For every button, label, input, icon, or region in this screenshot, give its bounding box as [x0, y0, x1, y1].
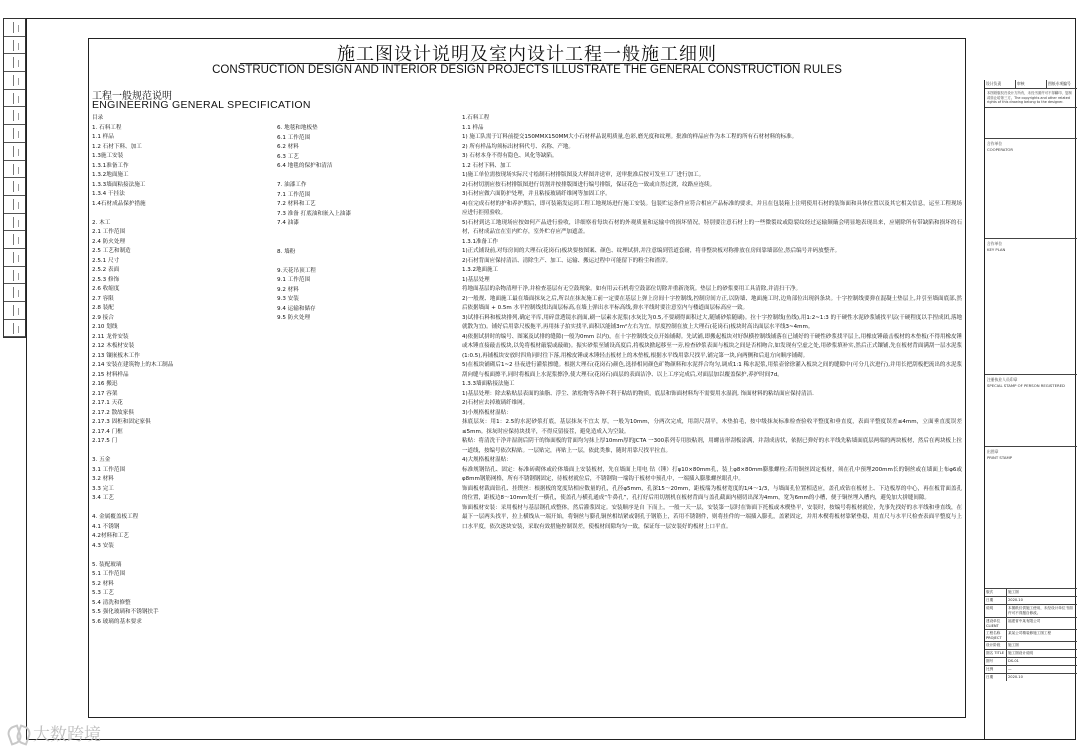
print-stamp-label-en: PRINT STAMP: [987, 455, 1013, 460]
toc-item: 2.9 接合: [92, 314, 114, 321]
toc-item: 3.1 工作范围: [92, 466, 126, 473]
toc-item: 2.5.3 修饰: [92, 276, 120, 283]
spec-paragraph: 2)石材背面应保持清洁、清除生产、加工、运输、搬运过程中可能留下的粉尘和渣滓。: [462, 257, 672, 264]
toc-item: 9.4 运输和储存: [277, 305, 316, 312]
title-block-row-key: 设计阶段: [985, 642, 1007, 649]
toc-item: [277, 172, 351, 182]
toc-item: 2.17.1 天花: [92, 400, 123, 406]
print-stamp-label: 出图章: [987, 449, 999, 454]
spec-paragraph: 2) 所有样品均须标出材料代号、名称、产地。: [462, 143, 574, 150]
toc-item: 6.3 工艺: [277, 153, 299, 160]
title-block-row-key: 比例: [985, 666, 1007, 673]
toc-item: 3.3 完工: [92, 485, 114, 492]
cooperator-box: [985, 138, 1077, 238]
registered-stamp-label-en: SPECIAL STAMP OF PERSON REGISTERED: [987, 383, 1065, 388]
toc-item: 6.4 地毯的保护和清洁: [277, 163, 333, 169]
toc-item: 1.3.1准备工作: [92, 162, 129, 169]
toc-item: 2.17.4 门框: [92, 428, 123, 435]
title-block-row-value: 施工图设计说明: [1008, 651, 1034, 655]
toc-item: 1. 石料工程: [92, 124, 122, 131]
toc-item: [92, 447, 173, 457]
spec-paragraph: 1.2 石材下料、加工: [462, 162, 511, 169]
toc-item: 7.3 准备 打底油和嵌入上油漆: [277, 210, 351, 217]
cooperator-label: 合作单位: [987, 141, 1003, 146]
title-block-row-value: 施工图: [1008, 590, 1019, 594]
print-stamp-box: [985, 446, 1077, 588]
spec-paragraph: 4)大规格板材湿贴：: [462, 457, 512, 463]
toc-item: 1.1 样品: [92, 134, 114, 140]
toc-item: [92, 209, 173, 219]
toc-right-column: [277, 124, 351, 324]
toc-item: 3.4 工艺: [92, 495, 114, 501]
toc-item: [92, 504, 173, 514]
title-block-row-value: 福建省中某有限公司: [1008, 619, 1041, 623]
spec-paragraph: 1)基层处理：除去粘贴层表面的油脂、浮尘、浓松物等各种不利于粘结的物质，底层和饰面材料均不需要用水湿润, 饰面材料的粘结面应保持清洁.: [462, 390, 814, 397]
spec-paragraph: 1.3.2地面施工: [462, 267, 498, 273]
title-block-row: [985, 604, 1077, 617]
title-block-row: [985, 673, 1077, 681]
toc-item: 5.1 工作范围: [92, 571, 126, 577]
spec-paragraph: 1)基层处理: [462, 276, 490, 283]
spec-paragraph: 1.3.3墙面粘接法施工: [462, 381, 515, 387]
spec-paragraph: 饰面板材裁面钻孔、挂锲丝：根据板的宽度钻相应数量的孔，孔径φ5mm，孔深15～20mm，距板端为板材宽度的1/4～1/3，与墙面孔位置相适应，盖孔成钻在板材上、下边板厚的中心，再在板背面盖孔的位置，距板边8～10mm处打一横孔，使盖孔与横孔通成“牛鼻孔”，孔打好后用切割机在板材背面与盖孔截面内剔切出深为4mm，宽为6mm的小槽，便于铜丝埋入槽内，避免加大拼缝间隙。: [462, 485, 962, 501]
toc-item: 5. 装配玻璃: [92, 561, 122, 568]
toc-item: 3.2 材料: [92, 476, 114, 482]
toc-item: 8. 墙粉: [277, 248, 296, 255]
toc-item: 1.2 石材下料、加工: [92, 143, 142, 150]
spec-paragraph: 5)在板块铺砌后1~2 昼夜进行灌浆擦缝。根据大理石(花岗石)颜色,选择相同颜色矿物颜料和水泥拌合均匀,调成1:1 稀水泥浆,用浆壶徐徐灌入板块之间的缝隙中(可分几次进行),并用长把刮板把流出的水泥浆刮向缝与板面擦平,同时将板面上水泥浆擦净,使大理石(花岗石)面层的表面洁净、以上工序完成后,对面层加以覆盖保护,养护时间7d。: [462, 362, 962, 378]
toc-item: 6.2 材料: [277, 144, 299, 150]
toc-item: [277, 238, 351, 248]
toc-item: 2.17.5 门: [92, 438, 118, 444]
watermark-logo-icon: [6, 723, 30, 743]
toc-item: 2.7 容限: [92, 295, 114, 302]
toc-item: 1.3施工安装: [92, 153, 124, 159]
toc-item: 2.17.3 固柜和固定家俱: [92, 419, 151, 425]
toc-item: [277, 229, 351, 239]
specification-body: [462, 114, 962, 532]
toc-item: 2.5.1 尺寸: [92, 257, 120, 264]
binding-strip: [3, 18, 26, 338]
toc-item: 9.3 安装: [277, 296, 299, 302]
spec-paragraph: 粘贴：将清洗干净并湿润后阴干的饰面板的背面均匀抹上厚10mm厚的JCTA 一300系列专用胶粘剂，用螺齿形刮板涂满，并刮成齿状，依据已弹好的水平线先粘墙面底层两端的两块板材，然后在两块板上拉一道线，按编号依次粘贴。一层贴完，再贴上一层，依此类推，随时用靠尺找平拉直。: [462, 438, 962, 454]
toc-item: 2.6 收缩度: [92, 286, 120, 292]
toc-item: 7.1 工作范围: [277, 191, 311, 198]
toc-item: 1.4石材成品保护措施: [92, 200, 146, 207]
spec-paragraph: 2)一般规、地面施工最在墙面抹灰之后,所以在抹灰施工前一定要在基层上弹上房间十字控制线,控制房间方正,以防墙、地面施工时,边角部位出现斜条块。十字控制线要弹在混凝土垫层上,并引至墙面底部,然后依据墙面 + 0.5m 水平控制线找出面层标高,在墙上弹出水平标高线,弹水平线时要注意室内与楼道面层标高应一致。: [462, 295, 962, 311]
toc-item: 9.2 材料: [277, 286, 299, 293]
title-block-row-key: 日期: [985, 597, 1007, 604]
spec-paragraph: 3) 石材本身不得有隐色、风化等缺陷。: [462, 153, 558, 159]
registered-stamp-label: 注册执业人员印章: [987, 377, 1018, 382]
title-block-row-value: 2020.10: [1008, 598, 1023, 602]
toc-item: 3. 五金: [92, 457, 111, 463]
title-block-row-value: 某某公司精装修施工图工程: [1008, 631, 1052, 635]
section-title-chinese: 工程一般规范说明: [92, 91, 172, 102]
title-block-row: [985, 588, 1077, 596]
title-block: [984, 80, 1076, 740]
toc-item: 6.1 工作范围: [277, 134, 311, 141]
key-plan-label-en: KEY PLAN: [987, 247, 1006, 252]
toc-item: 2.12 木板材安装: [92, 343, 135, 349]
toc-item: 7. 油漆工作: [277, 182, 307, 188]
toc-item: 4.3 安装: [92, 542, 114, 549]
toc-item: 4.1 不锈钢: [92, 523, 120, 530]
title-block-row-key: 说明: [985, 605, 1007, 617]
toc-item: 2.16 搬迅: [92, 381, 118, 387]
spec-paragraph: 1.1 样品: [462, 124, 484, 131]
toc-item: 5.6 玻璃的基本要求: [92, 618, 142, 625]
toc-item: 4.2材料和工艺: [92, 533, 129, 539]
spec-paragraph: 2)石材切割应按石材排版图进行切割并按排版图进行编号排版，保证花色一致或自然过渡，纹路应连续。: [462, 181, 716, 188]
toc-item: 2.5 工艺和制造: [92, 248, 131, 254]
title-block-row-value: DS-01: [1008, 659, 1019, 663]
toc-item: 2.15 材料样品: [92, 371, 129, 378]
toc-item: 6. 地毯和地板垫: [277, 125, 318, 131]
title-block-row-value: —: [1008, 667, 1012, 671]
title-block-row-key: 工程名称 PROJECT: [985, 630, 1007, 641]
spec-paragraph: 抹底层灰：用1：2.5的水泥砂浆打底，基层抹灰不宜太 厚，一般为10mm，分两次完成，用刮尺刮平，木垫拍毛，按中级抹灰标准检查验收平整度和垂直度，表面平整度误差≤4mm，立面垂直度误差≤5mm。抹灰时应保持块找平，不得反留接茬，避免造成入为空鼓。: [462, 419, 962, 435]
title-block-row-key: 图号: [985, 658, 1007, 665]
toc-item: 5.5 强化玻璃和不锈钢扶手: [92, 609, 159, 615]
spec-paragraph: 1)正式铺设前,对每房间的大理石(花岗石)板块要按图案、颜色、纹理试拼,并注意编到管道套耐，将非整块板对称排放在房间靠墙部位,然后编号并码放整齐。: [462, 248, 841, 254]
spec-paragraph: 3)试排石料和板块排列,确定平库,用碎盘透镜水润面,刷一层素水泥浆(水灰比为0.5,不要刷得面积过大,随铺砂浆随刷)。拉十字控制线(鱼线),用1:2~1:3 的干硬性水泥砂浆铺找平层(干硬程度以手捏成团,落地就散为宜)。铺好后用靠尺板拖平,再用抹子拍实找平,面积以能铺3m²左右为宜。厚度控制在放上大理石(花岗石)板块时高出面层水平线3~4mm。: [462, 314, 962, 330]
title-block-row: [985, 629, 1077, 641]
spec-paragraph: 4)在完成石材的护和养护期后，即可装箱发运到工程工地现场进行施工安装。包装贮运条件应符合相应产品标准的要求，并且在包装箱上注明使用石材的装饰面和具体位置以及其它相关信息，运至工程现场应进行拒照验收。: [462, 200, 962, 216]
toc-item: 5.4 清洗和修整: [92, 599, 131, 606]
toc-item: 目录: [92, 115, 104, 121]
toc-item: 5.3 工艺: [92, 590, 114, 596]
spec-paragraph: 标准规钢钻孔、固定：标准砖砌体或砼体墙面上安装板材，先在墙面上用电 钻（锤）打φ10×80mm孔，装上φ8×80mm膨胀螺栓;若用铜丝固定板材，须在孔中预埋200mm长的铜丝或在墙面上布φ6或φ8mm钢筋网格，所有不锈钢钢固定，待板材就位后，不锈钢钩一端钩于板材中预孔中，一端插入膨胀螺丝眼孔中。: [462, 466, 962, 482]
toc-item: 7.2 材料和工艺: [277, 201, 316, 207]
title-block-note: 本图纸版权归设计方所有，未经书面许可不得翻印、复制或转让给第三方。The copyrights and other related rights of this drawing belong to the designer.: [987, 91, 1072, 105]
title-block-row-key: 建设单位 CLIENT: [985, 618, 1007, 629]
spec-paragraph: 5)石材到达工地现场应按如何产品进行验收，详细察看每块石材的外观质量和运输中的损坏情况，特别要注意石材上的一些微裂纹或隐裂纹经过运输颠簸会明显地表现出来，应剔除所有带缺陷和损坏的石材，石材成品宜在室内贮存，室外贮存应严加遮盖。: [462, 219, 962, 235]
spec-paragraph: 3)石材应做六面防护处理，并且粘接玻璃纤维网等加固工序。: [462, 191, 611, 197]
title-block-row-key: 图名 TITLE: [985, 650, 1007, 657]
spec-paragraph: 饰面板材安装：采用板材与基层钢孔成整体，然后灌浆固定。安装顺序是自 下而上，一般一天一层，安装第一层时在饰面下托板或木楔垫平，安装时，按编号将板材就位，先事先找好的水平线和垂直线，在最下一层两头找平，拉上横线从一端开始，将铜丝与膨孔铜丝相结紧或钢孔于钢筋上，若用不锈钢件，则将挂件的一端插入膨孔，盖紧固定，并用木楔将板材靠紧垫稳，用直尺与水平尺检查表面平整度与上口水平度，依次逐块安装，采取有效措施控制误差，使板材间隙均匀一致，保证每一层安装好的板材上口平直。: [462, 504, 962, 530]
spec-paragraph: 1)施工单位需按现场实际尺寸绘制石材排版图及大样图并送审，送审批准后按可发至工厂进行加工。: [462, 172, 705, 178]
title-block-row-value: 本图纸仅供施工使用，未经设计单位书面许可不得擅自修改。: [1008, 606, 1073, 615]
toc-item: 2.17.2 散故家俱: [92, 409, 134, 416]
toc-item: 1.3.3墙面粘接法施工: [92, 181, 146, 188]
toc-item: 2.10 划线: [92, 324, 118, 330]
toc-item: 2.1 工作范围: [92, 229, 126, 235]
title-english: CONSTRUCTION DESIGN AND INTERIOR DESIGN PROJECTS ILLUSTRATE THE GENERAL CONSTRUCTION RULES: [212, 63, 842, 77]
key-plan-label: 合作单位: [987, 241, 1003, 246]
spec-paragraph: 4)依据试拼时的编号、图案及试排的缝隙(一般为0mm 以内)，在十字控制线交点开始铺砌。先试铺,即搬起板块对好纵横控制线铺落在已铺好的干硬性砂浆找平层上,用橡皮锤敲击板材的木垫板(不得用橡皮锤或木锤直接敲击板块,以免将板材敲裂或敲破)。振实砂浆至铺设高度后,将板块掀起移至一旁,检查砂浆表面与板块之间是否相吻合,如发现有空虚之处,用砂浆填补实,然后正式镶铺,先在板材背面满刮一层水泥浆(1:0.5),再铺板块安放时四角同时往下落,用橡皮锤或木锤轻击板材上的木垫板,根据水平线用靠尺找平,铺完第一块,向两侧和后退方向顺序铺砌。: [462, 333, 962, 359]
toc-item: 2.5.2 表面: [92, 267, 120, 273]
toc-item: 4. 金属覆盖板工程: [92, 514, 139, 520]
title-block-head-cell: 审核: [1016, 80, 1047, 88]
title-block-head-cell: 设计负责: [985, 80, 1016, 88]
title-block-row: [985, 641, 1077, 649]
watermark-text: 大数跨境: [33, 725, 101, 745]
title-block-info-rows: [985, 588, 1077, 740]
toc-item: 2.13 镶嵌板木工作: [92, 352, 140, 359]
title-chinese: 施工图设计说明及室内设计工程一般施工细则: [337, 44, 717, 65]
registered-stamp-box: [985, 374, 1077, 446]
title-block-row: [985, 657, 1077, 665]
spec-paragraph: 将地面基层的杂物清理干净,并检查基层有无空鼓现象。如有用云石机将空鼓部位切除并重新浇筑。垫层上的砂浆要用工具清除,并清扫干净。: [462, 286, 802, 292]
toc-item: 2.8 装配: [92, 305, 114, 311]
title-block-row-key: 日期: [985, 674, 1007, 681]
title-block-row: [985, 596, 1077, 604]
title-block-head-cell: 图纸专项编号: [1048, 81, 1071, 86]
spec-paragraph: 1.3.1准备工作: [462, 238, 498, 245]
cooperator-label-en: COOPERATOR: [987, 147, 1014, 152]
toc-item: 1.3.4 干挂法: [92, 191, 125, 197]
spec-paragraph: 1) 施工队需于订料前提交150MMX150MM大小石材样品说明质量,色彩,磨光度和纹理。批准的样品应作为本工程的所有石材材料的标准。: [462, 134, 798, 140]
title-block-row: [985, 617, 1077, 629]
toc-item: 5.2 材料: [92, 580, 114, 587]
toc-item: 9.天花吊顶工程: [277, 267, 316, 274]
toc-item: 9.1 工作范围: [277, 277, 311, 283]
toc-item: 2.17 容架: [92, 390, 118, 397]
title-block-row: [985, 649, 1077, 657]
title-block-row-value: 2020.10: [1008, 675, 1023, 679]
spec-paragraph: 1.石料工程: [462, 115, 490, 121]
spec-paragraph: 2)石材应去掉玻璃纤维网。: [462, 400, 529, 406]
section-title-english: ENGINEERING GENERAL SPECIFICATION: [92, 99, 311, 111]
toc-item: [92, 551, 173, 561]
toc-item: 2.11 龙骨安装: [92, 333, 129, 340]
title-block-row: [985, 665, 1077, 673]
toc-item: 9.5 防火处理: [277, 315, 311, 321]
title-block-header: [985, 80, 1077, 108]
toc-item: 2.14 安装在建筑物上的木工制品: [92, 362, 174, 368]
title-block-head-row: [985, 80, 1077, 89]
toc-left-column: [92, 114, 173, 627]
toc-item: 2. 木工: [92, 219, 111, 226]
title-block-row-key: 版次: [985, 589, 1007, 596]
title-block-row-value: 施工图: [1008, 643, 1019, 647]
key-plan-box: [985, 238, 1077, 374]
toc-item: 1.3.2地面施工: [92, 172, 129, 178]
toc-item: 7.4 油漆: [277, 220, 299, 226]
toc-item: [277, 257, 351, 267]
toc-item: 2.4 防火处理: [92, 238, 126, 245]
watermark: [6, 720, 101, 745]
spec-paragraph: 3)小规格板材湿贴：: [462, 409, 512, 416]
